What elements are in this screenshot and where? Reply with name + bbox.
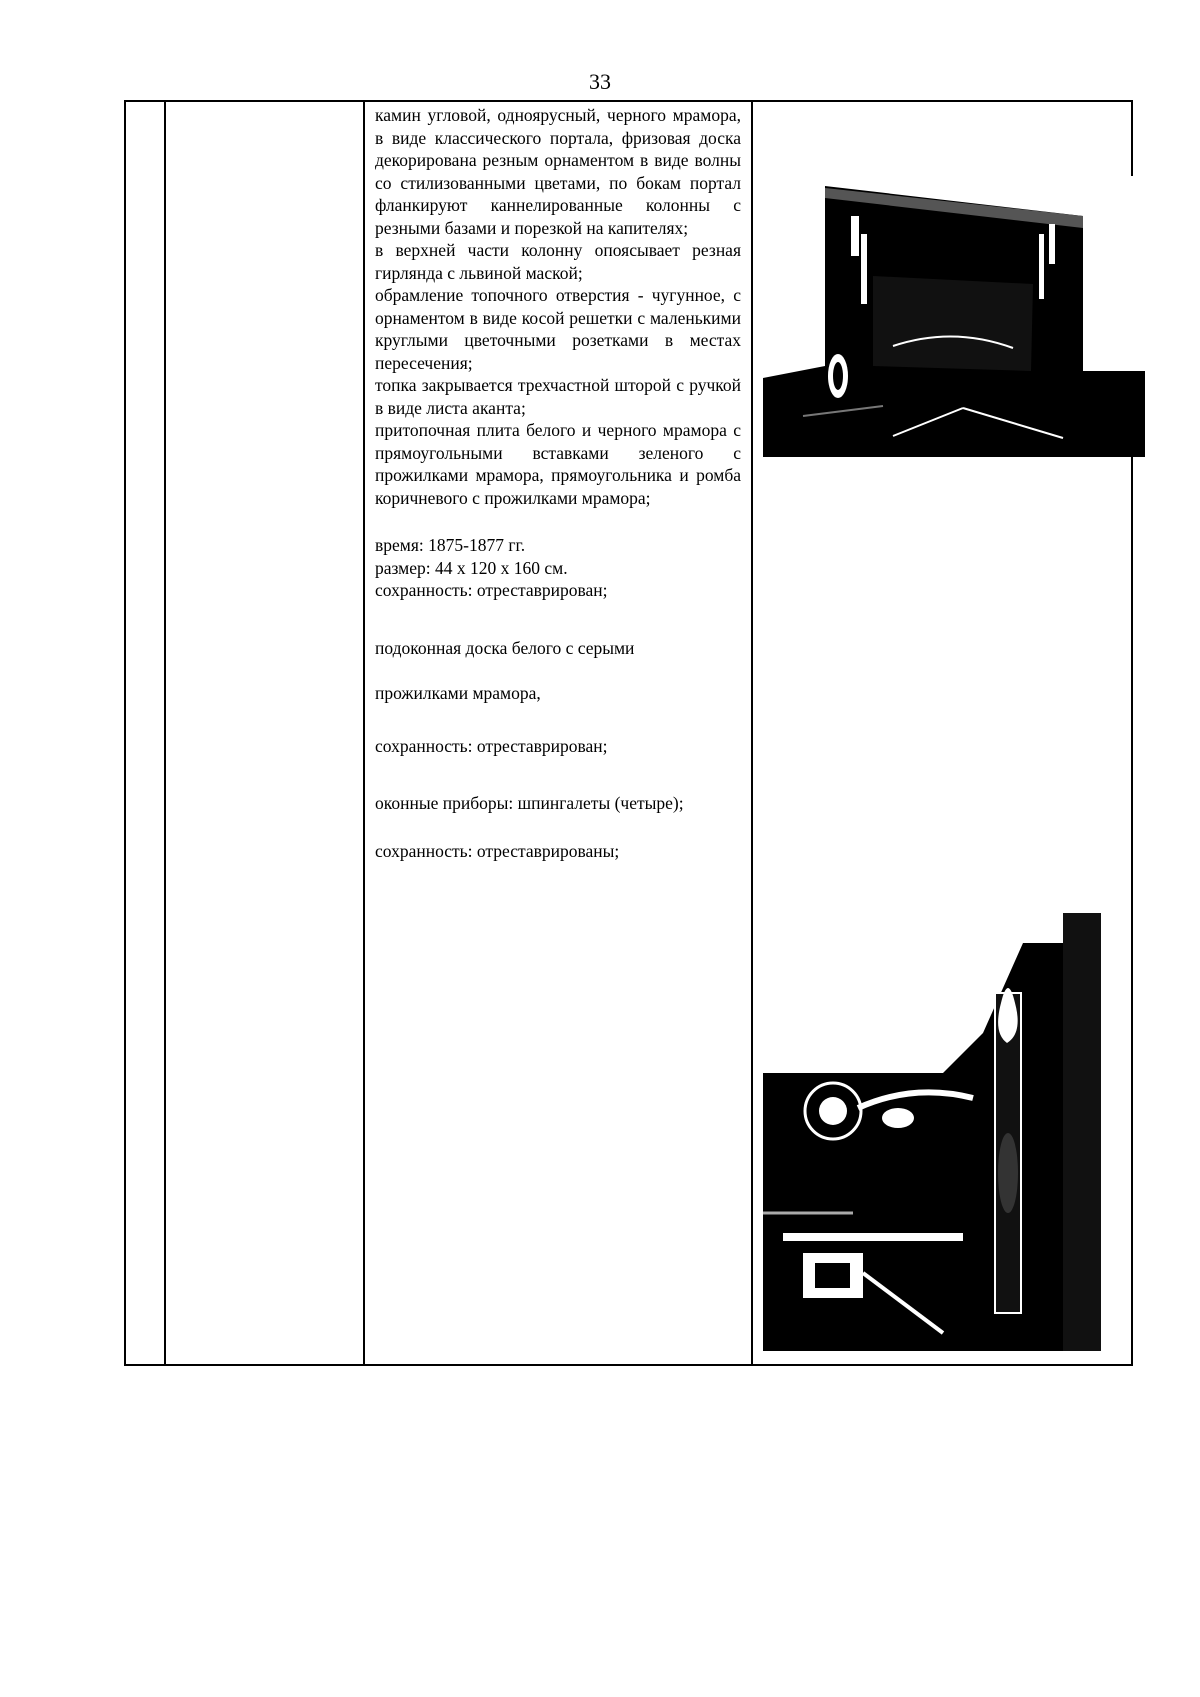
desc-paragraph: в верхней части колонну опоясывает резная гирлянда с львиной маской;	[375, 240, 741, 283]
condition-line: сохранность: отреставрированы;	[375, 840, 620, 861]
fireplace-photo-graphic	[763, 176, 1145, 457]
desc-paragraph: камин угловой, одноярусный, черного мрамора, в виде классического портала, фризовая доска декорирована резным орнаментом в виде волны со стилизованными цветами, по бокам портал фланкируют каннелированные колонны с резными базами и порезкой на капителях;	[375, 105, 741, 238]
table-row	[125, 101, 1132, 1365]
desc-paragraph: притопочная плита белого и черного мрамора с прямоугольными вставками зеленого с прожилками мрамора, прямоугольника и ромба коричневого с прожилками мрамора;	[375, 420, 741, 508]
fireplace-description	[375, 104, 741, 509]
fireplace-photo	[763, 176, 1145, 457]
condition-line: сохранность: отреставрирован;	[375, 735, 608, 756]
name-cell	[165, 101, 364, 1365]
number-cell	[125, 101, 165, 1365]
page-number: 33	[589, 69, 611, 94]
size-line: размер: 44 х 120 х 160 см.	[375, 557, 568, 578]
desc-paragraph: топка закрывается трехчастной шторой с ручкой в виде листа аканта;	[375, 375, 741, 418]
inventory-table	[124, 100, 1133, 1366]
window-latch-photo	[763, 913, 1101, 1351]
description-cell	[364, 101, 752, 1365]
time-line: время: 1875-1877 гг.	[375, 535, 526, 555]
windowsill-line: подоконная доска белого с серыми	[375, 637, 635, 658]
window-latch-photo-graphic	[763, 913, 1101, 1351]
window-fittings-line: оконные приборы: шпингалеты (четыре);	[375, 793, 684, 813]
photo-cell	[752, 101, 1132, 1365]
condition-line: сохранность: отреставрирован;	[375, 580, 608, 600]
windowsill-line: прожилками мрамора,	[375, 683, 541, 703]
desc-paragraph: обрамление топочного отверстия - чугунное, с орнаментом в виде косой решетки с маленькими круглыми цветочными розетками в местах пересечения;	[375, 285, 741, 373]
